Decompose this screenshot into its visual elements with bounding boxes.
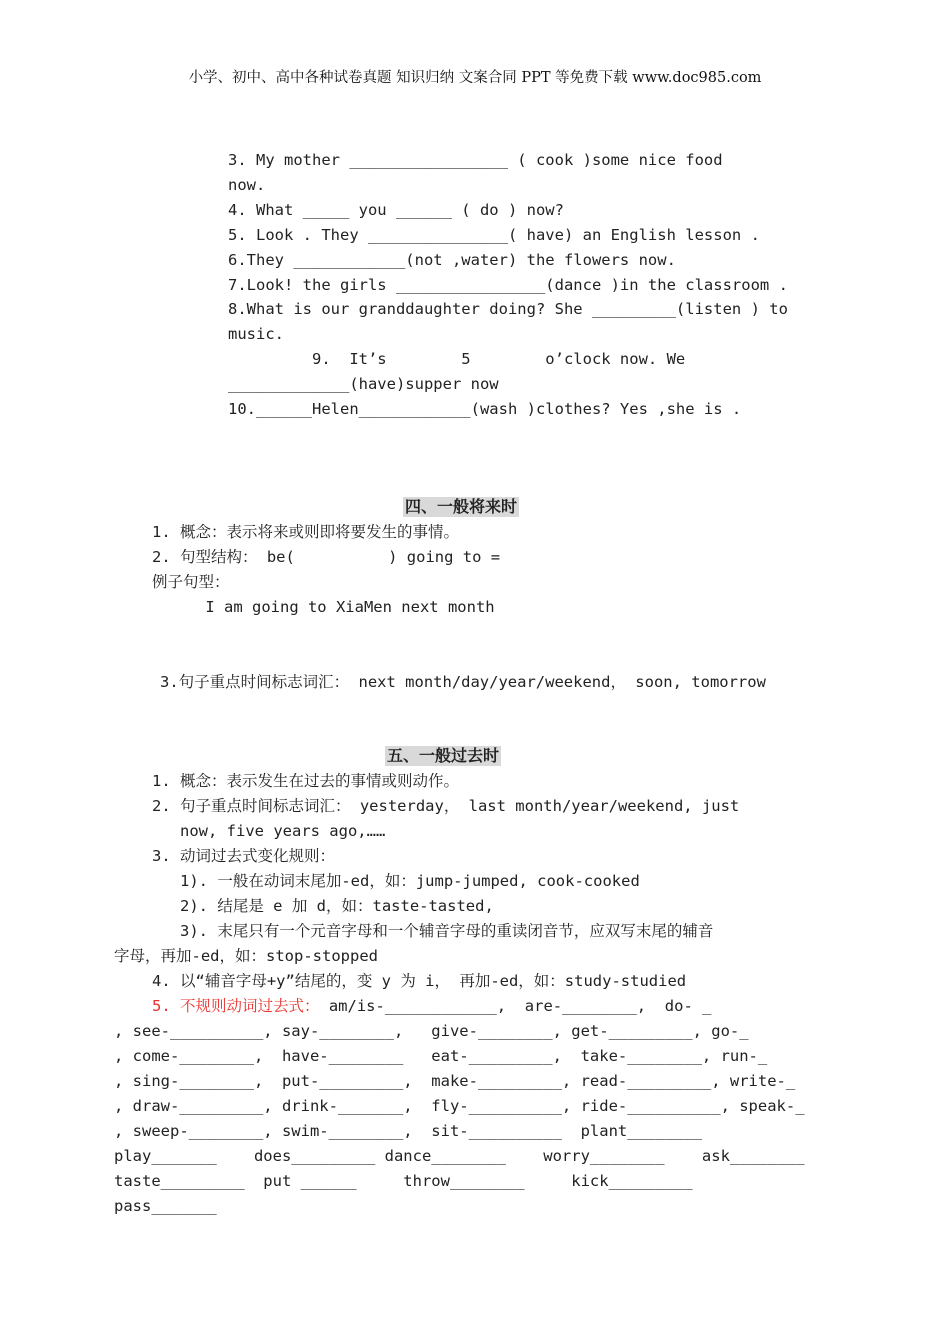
- exercise-4: 4. What _____ you ______ ( do ) now?: [228, 201, 564, 219]
- exercise-9: 9. It’s 5 o’clock now. We: [228, 350, 686, 368]
- page-header: 小学、初中、高中各种试卷真题 知识归纳 文案合同 PPT 等免费下载 www.doc985.com: [188, 70, 762, 86]
- s5-time-words-cont: now, five years ago,……: [180, 822, 386, 840]
- s5-irregular-row-4: , sing-________, put-_________, make-_________, read-_________, write-_: [114, 1072, 796, 1090]
- irregular-label: 5. 不规则动词过去式：: [152, 997, 320, 1015]
- exercise-8-cont: music.: [228, 325, 284, 343]
- exercise-7: 7.Look! the girls ________________(dance )in the classroom .: [228, 276, 788, 294]
- exercise-10: 10.______Helen____________(wash )clothes? Yes ,she is .: [228, 400, 742, 418]
- s5-concept: 1. 概念：表示发生在过去的事情或则动作。: [152, 772, 459, 790]
- section-5-title: 五、一般过去时: [387, 746, 500, 765]
- exercise-6: 6.They ____________(not ,water) the flowers now.: [228, 251, 676, 269]
- s5-time-words: 2. 句子重点时间标志词汇： yesterday， last month/year/weekend, just: [152, 797, 740, 815]
- s4-example: I am going to XiaMen next month: [168, 598, 495, 616]
- exercise-8: 8.What is our granddaughter doing? She _________(listen ) to: [228, 300, 788, 318]
- s5-rule-3: 3). 末尾只有一个元音字母和一个辅音字母的重读闭音节，应双写末尾的辅音: [180, 922, 714, 940]
- s5-irregular-row-8: taste_________ put ______ throw________ kick_________: [114, 1172, 693, 1190]
- s5-rule-3-cont: 字母，再加-ed，如：stop-stopped: [114, 947, 378, 965]
- s4-structure: 2. 句型结构： be( ) going to =: [152, 548, 501, 566]
- s4-example-label: 例子句型：: [152, 573, 230, 591]
- irregular-row-1-text: am/is-____________, are-________, do- _: [319, 997, 712, 1015]
- s5-irregular-row-2: , see-__________, say-________, give-________, get-_________, go-_: [114, 1022, 749, 1040]
- exercise-3-cont: now.: [228, 176, 266, 194]
- exercise-3: 3. My mother _________________ ( cook )some nice food: [228, 151, 723, 169]
- exercise-9-cont: _____________(have)supper now: [228, 375, 499, 393]
- s4-time-words: 3.句子重点时间标志词汇： next month/day/year/weekend， soon, tomorrow: [160, 673, 766, 691]
- s5-irregular-row-6: , sweep-________, swim-________, sit-__________ plant________: [114, 1122, 702, 1140]
- s5-irregular-row-7: [114, 1146, 805, 1166]
- s4-concept: 1. 概念：表示将来或则即将要发生的事情。: [152, 523, 459, 541]
- s5-irregular-row-5: , draw-_________, drink-_______, fly-__________, ride-__________, speak-_: [114, 1097, 805, 1115]
- exercise-5: 5. Look . They _______________( have) an English lesson .: [228, 226, 760, 244]
- section-4-title: 四、一般将来时: [405, 497, 518, 516]
- s5-rules-heading: 3. 动词过去式变化规则：: [152, 847, 335, 865]
- ask-blank: ________: [729, 1147, 805, 1165]
- s5-rule-2: 2). 结尾是 e 加 d，如：taste-tasted,: [180, 897, 494, 915]
- s5-rule-4: 4. 以“辅音字母+y”结尾的，变 y 为 i， 再加-ed，如：study-studied: [152, 972, 687, 990]
- s5-rule-1: 1). 一般在动词末尾加-ed，如：jump-jumped, cook-cooked: [180, 872, 640, 890]
- s5-irregular-row-3: , come-________, have-________ eat-_________, take-________, run-_: [114, 1047, 768, 1065]
- irregular-row-7-text: play_______ does_________ dance________ worry________ ask: [114, 1147, 730, 1165]
- s5-irregular-row-9: pass_______: [114, 1197, 217, 1215]
- s5-irregular-row-1: [152, 996, 711, 1016]
